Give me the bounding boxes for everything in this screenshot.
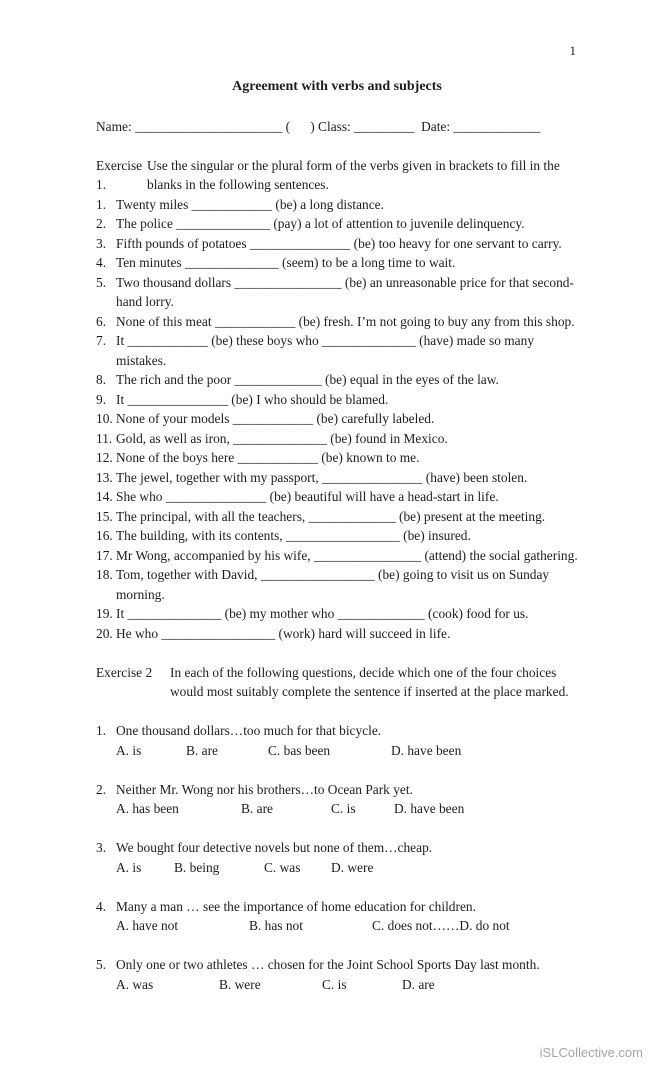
item-text: Tom, together with David, _________________ (be) going to visit us on Sunday morning. [116, 567, 550, 602]
exercise1-item-1 [96, 195, 578, 215]
exercise1-item-4 [96, 253, 578, 273]
option-a: A. is [116, 742, 142, 758]
exercise2-question-3 [96, 838, 578, 877]
option-d: D. were [331, 859, 374, 875]
exercise2-question-1 [96, 721, 578, 760]
exercise1-item-17 [96, 546, 578, 566]
item-text: The building, with its contents, _________________ (be) insured. [116, 528, 471, 543]
exercise2-question-5 [96, 955, 578, 994]
item-number: 8. [96, 372, 107, 387]
option-c: C. bas been [268, 742, 331, 758]
item-number: 17. [96, 547, 113, 563]
exercise1-item-12 [96, 448, 578, 468]
item-text: Ten minutes ______________ (seem) to be a long time to wait. [116, 255, 456, 270]
item-number: 18. [96, 567, 113, 582]
item-text: None of your models ____________ (be) carefully labeled. [116, 411, 435, 426]
item-number: 2. [96, 216, 107, 231]
item-text: Two thousand dollars ________________ (be) an unreasonable price for that second-hand lorry. [116, 274, 574, 309]
item-number: 12. [96, 450, 113, 465]
item-text: The police ______________ (pay) a lot of attention to juvenile delinquency. [116, 216, 525, 231]
question-number: 2. [96, 781, 107, 797]
exercise1-item-11 [96, 429, 578, 449]
item-text: It ____________ (be) these boys who ______________ (have) made so many mistakes. [116, 333, 535, 368]
exercise1-item-13 [96, 468, 578, 488]
exercise1-label: Exercise 1. [96, 157, 143, 192]
exercise1-item-15 [96, 507, 578, 527]
item-number: 13. [96, 469, 113, 485]
exercise1-item-2 [96, 214, 578, 234]
exercise1-item-9 [96, 390, 578, 410]
exercise1-item-5 [96, 273, 578, 312]
item-text: The jewel, together with my passport, _______________ (have) been stolen. [116, 469, 528, 485]
item-number: 9. [96, 391, 107, 407]
question-stem: We bought four detective novels but none of them…cheap. [116, 840, 433, 855]
item-text: None of this meat ____________ (be) fresh. I’m not going to buy any from this shop. [116, 313, 575, 329]
item-number: 15. [96, 508, 113, 524]
item-text: It ______________ (be) my mother who _____________ (cook) food for us. [116, 606, 529, 621]
exercise1-item-14 [96, 487, 578, 507]
option-c: C. was [264, 859, 301, 875]
question-stem: Many a man … see the importance of home education for children. [116, 898, 476, 914]
exercise1-item-18 [96, 565, 578, 604]
question-stem: Only one or two athletes … chosen for the Joint School Sports Day last month. [116, 957, 540, 972]
option-a: A. have not [116, 918, 179, 933]
item-text: Twenty miles ____________ (be) a long distance. [116, 196, 384, 212]
item-text: The principal, with all the teachers, _____________ (be) present at the meeting. [116, 508, 546, 524]
exercise1-item-20 [96, 624, 578, 644]
exercise2-instructions: In each of the following questions, decide which one of the four choices would most suitably complete the sentence if inserted at the place marked. [170, 664, 569, 699]
item-number: 5. [96, 274, 107, 290]
item-number: 11. [96, 430, 113, 446]
exercise1-instructions: Use the singular or the plural form of the verbs given in brackets to fill in the blanks in the following sentences. [147, 157, 560, 192]
item-number: 10. [96, 411, 113, 426]
item-number: 7. [96, 333, 107, 348]
options-line [96, 799, 578, 819]
option-c: C. is [331, 801, 356, 816]
item-number: 14. [96, 489, 113, 504]
question-stem: Neither Mr. Wong nor his brothers…to Ocean Park yet. [116, 781, 413, 797]
page-number: 1 [569, 43, 576, 58]
item-text: He who _________________ (work) hard will succeed in life. [116, 625, 451, 641]
option-d: D. are [402, 976, 435, 992]
exercise1-header [96, 156, 578, 195]
exercise1-list [96, 195, 578, 644]
worksheet-title: Agreement with verbs and subjects [232, 79, 442, 94]
option-c: C. is [322, 976, 347, 992]
options-line [96, 916, 578, 936]
item-text: Mr Wong, accompanied by his wife, ________________ (attend) the social gathering. [116, 547, 578, 563]
item-number: 3. [96, 235, 107, 251]
item-text: Fifth pounds of potatoes _______________ (be) too heavy for one servant to carry. [116, 235, 562, 251]
question-number: 3. [96, 840, 107, 855]
item-number: 20. [96, 625, 113, 641]
exercise1-item-16 [96, 526, 578, 546]
item-text: She who _______________ (be) beautiful will have a head-start in life. [116, 489, 499, 504]
item-text: Gold, as well as iron, ______________ (be) found in Mexico. [116, 430, 448, 446]
name-class-date-line: Name: ______________________ ( ) Class: _________ Date: _____________ [96, 118, 541, 134]
option-c-d: C. does not……D. do not [372, 918, 510, 933]
question-number: 4. [96, 898, 107, 914]
option-a: A. has been [116, 801, 179, 816]
exercise2-label: Exercise 2 [96, 664, 153, 680]
option-a: A. is [116, 859, 142, 875]
exercise2-questions [96, 721, 578, 994]
option-b: B. were [219, 976, 261, 992]
options-line [96, 741, 578, 761]
question-number: 1. [96, 723, 107, 738]
exercise1-item-19 [96, 604, 578, 624]
option-a: A. was [116, 976, 154, 992]
exercise1-item-7 [96, 331, 578, 370]
item-number: 1. [96, 196, 107, 212]
question-number: 5. [96, 957, 107, 972]
item-number: 19. [96, 606, 113, 621]
options-line [96, 975, 578, 995]
option-b: B. being [174, 859, 220, 875]
option-d: D. have been [391, 742, 462, 758]
exercise1-item-8 [96, 370, 578, 390]
exercise1-item-6 [96, 312, 578, 332]
item-number: 6. [96, 313, 107, 329]
option-b: B. has not [249, 918, 303, 933]
exercise2-question-2 [96, 780, 578, 819]
question-stem: One thousand dollars…too much for that bicycle. [116, 723, 382, 738]
option-b: B. are [241, 801, 273, 816]
options-line [96, 858, 578, 878]
exercise2-header [96, 663, 578, 702]
item-number: 16. [96, 528, 113, 543]
exercise2-question-4 [96, 897, 578, 936]
islcollective-watermark: iSLCollective.com [539, 1044, 643, 1060]
exercise1-item-10 [96, 409, 578, 429]
item-text: The rich and the poor _____________ (be) equal in the eyes of the law. [116, 372, 499, 387]
item-text: It _______________ (be) I who should be blamed. [116, 391, 389, 407]
option-b: B. are [186, 742, 218, 758]
option-d: D. have been [394, 801, 465, 816]
item-text: None of the boys here ____________ (be) known to me. [116, 450, 420, 465]
item-number: 4. [96, 255, 107, 270]
exercise1-item-3 [96, 234, 578, 254]
